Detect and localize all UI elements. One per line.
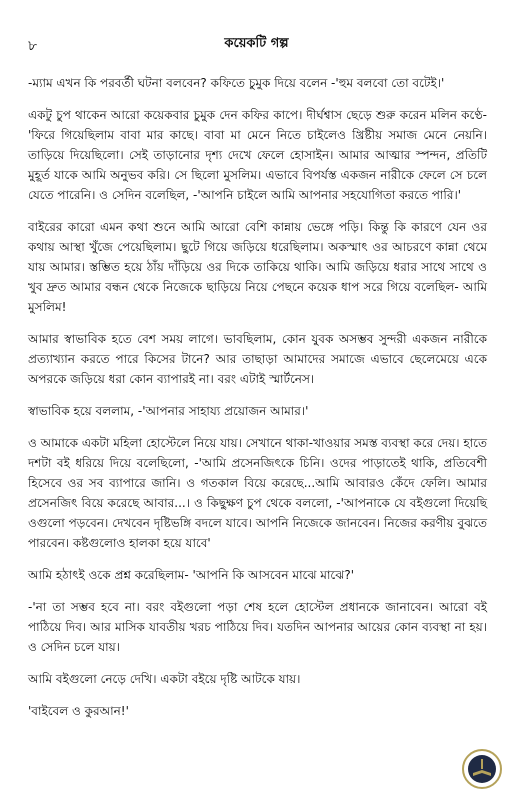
paragraph: একটু চুপ থাকেন আরো কয়েকবার চুমুক দেন কফির কাপে। দীর্ঘশ্বাস ছেড়ে শুরু করেন মলিন কণ্ঠে- 'ফিরে গিয়েছিলাম বাবা মার কাছে। বাবা মা মেনে নিতে চাইলেও খ্রিষ্টীয় সমাজ মেনে নেয়নি। তাড়িয়ে দিয়েছিলো। সেই তাড়ানোর দৃশ্য দেখে ফেলে হোসাইন। আমার আত্মার স্পন্দন, প্রতিটি মুহূর্ত যাকে আমি অনুভব করি। সে ছিলো মুসলিম। এভাবে বিপর্যস্ত একজন নারীকে ফেলে সে চলে যেতে পারেনি। ও সেদিন বলেছিল, -'আপনি চাইলে আমি আপনার সহযোগিতা করতে পারি।'	[28, 108, 487, 202]
publisher-logo-icon	[461, 748, 503, 790]
page-header	[28, 34, 485, 54]
paragraph: আমার স্বাভাবিক হতে বেশ সময় লাগে। ভাবছিলাম, কোন যুবক অসম্ভব সুন্দরী একজন নারীকে প্রত্যাখ্যান করতে পারে কিসের টানে? আর তাছাড়া আমাদের সমাজে এভাবে ছেলেমেয়ে একে অপরকে জড়িয়ে ধরা কোন ব্যাপারই না। বরং এটাই স্মার্টনেস।	[28, 332, 487, 386]
page-body	[28, 73, 487, 733]
paragraph: আমি হঠাৎই ওকে প্রশ্ন করেছিলাম- 'আপনি কি আসবেন মাঝে মাঝে?'	[28, 568, 354, 582]
paragraph: স্বাভাবিক হয়ে বললাম, -'আপনার সাহায্য প্রয়োজন আমার।'	[28, 404, 309, 418]
logo-pen-icon	[481, 759, 483, 769]
paragraph: 'বাইবেল ও কুরআন!'	[28, 704, 129, 718]
paragraph: -'না তা সম্ভব হবে না। বরং বইগুলো পড়া শেষ হলে হোস্টেল প্রধানকে জানাবেন। আরো বই পাঠিয়ে দিব। আর মাসিক যাবতীয় খরচ পাঠিয়ে দিব। যতদিন আপনার আয়ের কোন ব্যবস্থা না হয়। ও সেদিন চলে যায়।	[28, 600, 487, 654]
paragraph: -ম্যাম এখন কি পরবর্তী ঘটনা বলবেন? কফিতে চুমুক দিয়ে বলেন -'হুম বলবো তো বটেই।'	[28, 76, 445, 90]
paragraph: বাইরের কারো এমন কথা শুনে আমি আরো বেশি কান্নায় ভেঙ্গে পড়ি। কিন্তু কি কারণে যেন ওর কথায় আস্থা খুঁজে পেয়েছিলাম। ছুটে গিয়ে জড়িয়ে ধরেছিলাম। অকস্মাৎ ওর আচরণে কান্না থেমে যায় আমার। স্তম্ভিত হয়ে ঠাঁয় দাঁড়িয়ে ওর দিকে তাকিয়ে থাকি। আমি জড়িয়ে ধরার সাথে সাথে ও খুব দ্রুত আমার বন্ধন থেকে নিজেকে ছাড়িয়ে নিয়ে পেছনে কয়েক ধাপ সরে গিয়ে বলেছিল- আমি মুসলিম!	[28, 220, 487, 314]
page-number: ৮	[28, 38, 38, 54]
paragraph: ও আমাকে একটা মহিলা হোস্টেলে নিয়ে যায়। সেখানে থাকা-খাওয়ার সমস্ত ব্যবস্থা করে দেয়। হাতে দশটা বই ধরিয়ে দিয়ে বলেছিলো, -'আমি প্রসেনজিৎকে চিনি। ওদের পাড়াতেই থাকি, প্রতিবেশী হিসেবে ওর সব ব্যাপারে জানি। ও গতকাল বিয়ে করেছে...আমি আবারও কেঁদে ফেলি। আমার প্রসেনজিৎ বিয়ে করেছে আবার...। ও কিছুক্ষণ চুপ থেকে বললো, -'আপনাকে যে বইগুলো দিয়েছি ওগুলো পড়বেন। দেখবেন দৃষ্টিভঙ্গি বদলে যাবে। আপনি নিজেকে জানবেন। নিজের করণীয় বুঝতে পারবেন। কষ্টগুলোও হালকা হয়ে যাবে'	[28, 436, 487, 550]
paragraph: আমি বইগুলো নেড়ে দেখি। একটা বইয়ে দৃষ্টি আটকে যায়।	[28, 672, 301, 686]
book-title: কয়েকটি গল্প	[224, 36, 289, 51]
